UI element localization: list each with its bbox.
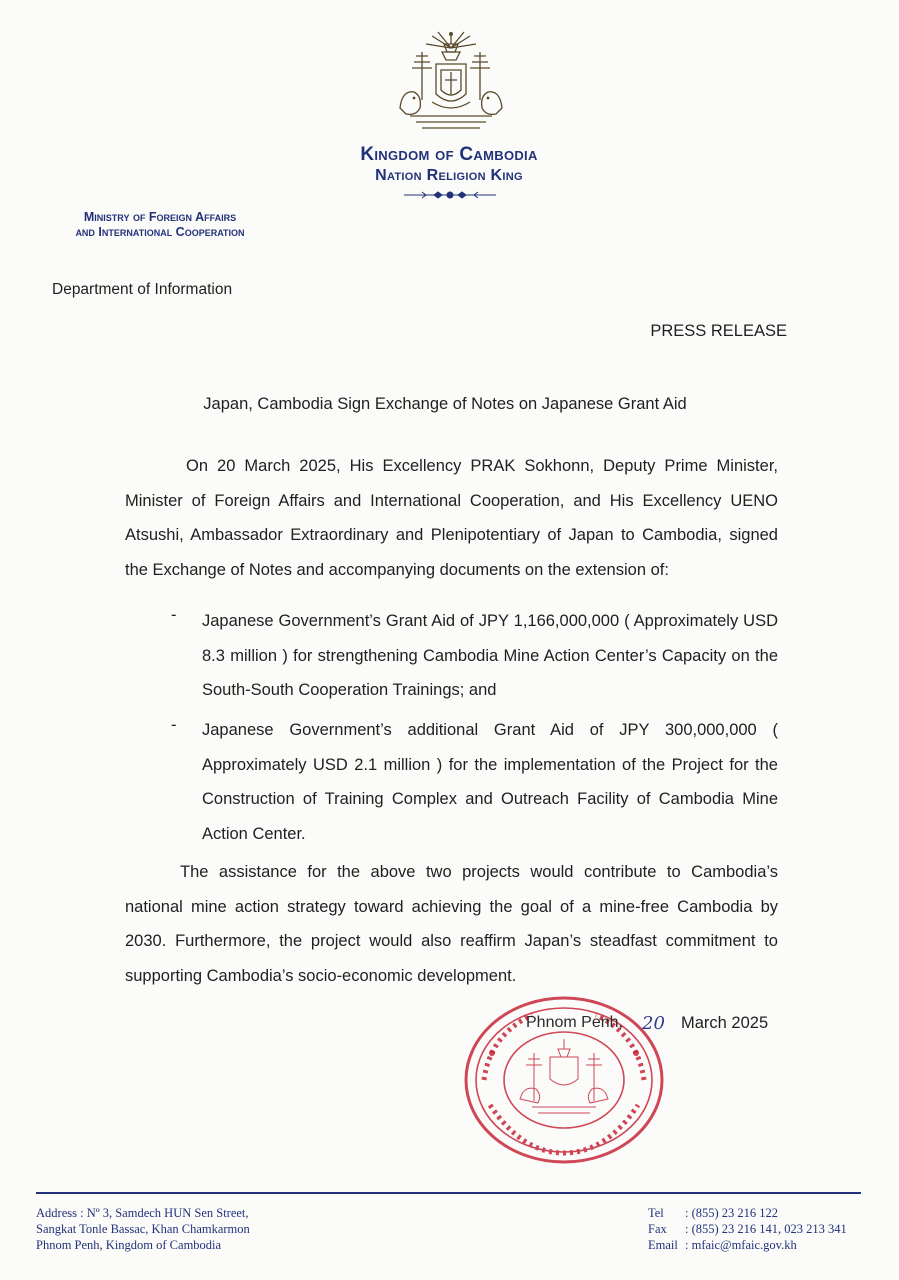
address-line: Address : Nº 3, Samdech HUN Sen Street, <box>36 1206 249 1220</box>
list-item: Japanese Government’s additional Grant Aid of JPY 300,000,000 ( Approximately USD 2.1 million ) for the implementation of the Project for the Construction of Training Complex and Outreach Facility of Cambodia Mine Action Center. <box>202 721 778 843</box>
tel-value: : (855) 23 216 122 <box>685 1206 779 1220</box>
footer-divider <box>36 1192 861 1194</box>
handwritten-day: 20 <box>642 1013 665 1034</box>
intro-paragraph: On 20 March 2025, His Excellency PRAK Sokhonn, Deputy Prime Minister, Minister of Foreign Affairs and International Cooperation, and His Excellency UENO Atsushi, Ambassador Extraordinary and Plenipotentiary of Japan to Cambodia, signed the Exchange of Notes and accompanying documents on the extension of: <box>125 457 778 579</box>
fax-label: Fax <box>648 1222 667 1236</box>
royal-emblem-icon <box>392 30 510 136</box>
ornament-divider-icon <box>404 189 496 201</box>
bullet-marker: - <box>171 606 177 624</box>
list-item: Japanese Government’s Grant Aid of JPY 1,166,000,000 ( Approximately USD 8.3 million ) for strengthening Cambodia Mine Action Center’s Capacity on the South-South Cooperation Trainings; and <box>202 612 778 699</box>
press-release-headline: Japan, Cambodia Sign Exchange of Notes on Japanese Grant Aid <box>203 395 687 413</box>
footer-contact <box>648 1205 850 1253</box>
email-label: Email <box>648 1238 678 1252</box>
tel-label: Tel <box>648 1206 664 1220</box>
fax-value: : (855) 23 216 141, 023 213 341 <box>685 1222 847 1236</box>
national-motto: Nation Religion King <box>375 167 523 184</box>
country-title: Kingdom of Cambodia <box>360 144 538 165</box>
footer-address <box>36 1205 250 1253</box>
email-value[interactable]: : mfaic@mfaic.gov.kh <box>685 1238 797 1252</box>
closing-paragraph: The assistance for the above two projects would contribute to Cambodia’s national mine action strategy toward achieving the goal of a mine-free Cambodia by 2030. Furthermore, the project would also reaffirm Japan’s steadfast commitment to supporting Cambodia’s socio-economic development. <box>125 863 778 985</box>
bullet-marker: - <box>171 716 177 734</box>
signing-place: Phnom Penh, <box>526 1014 623 1031</box>
document-type: PRESS RELEASE <box>650 322 787 340</box>
address-line: Phnom Penh, Kingdom of Cambodia <box>36 1238 222 1252</box>
ministry-name-line1: Ministry of Foreign Affairs <box>83 210 237 224</box>
ministry-name-line2: and International Cooperation <box>75 225 245 239</box>
department-name: Department of Information <box>52 281 233 298</box>
signing-date: March 2025 <box>681 1014 769 1032</box>
address-line: Sangkat Tonle Bassac, Khan Chamkarmon <box>36 1222 250 1236</box>
